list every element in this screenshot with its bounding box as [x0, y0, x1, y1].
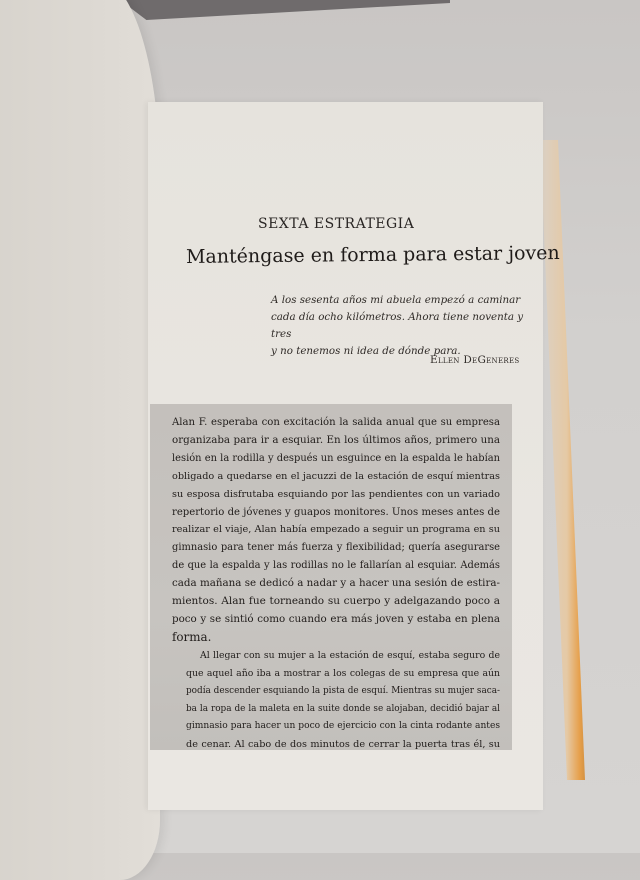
text-line: que aquel año iba a mostrar a los colegas de su empresa que aún — [186, 667, 500, 679]
epigraph-line: y no tenemos ni idea de dónde para. — [271, 345, 461, 357]
text-line: lesión en la rodilla y después un esguince en la espalda le habían — [172, 452, 500, 464]
body-text — [172, 414, 500, 754]
text-line: mientos. Alan fue torneando su cuerpo y adelgazando poco a — [172, 595, 500, 608]
text-line: de que la espalda y las rodillas no le fallarían al esquiar. Además — [172, 560, 500, 572]
epigraph-author: Ellen DeGeneres — [430, 354, 520, 366]
text-line: repertorio de jóvenes y guapos monitores. Unos meses antes de — [172, 506, 500, 518]
epigraph-line: cada día ocho kilómetros. Ahora tiene noventa y tres — [271, 311, 524, 340]
epigraph — [271, 292, 531, 360]
book-edge-orange — [540, 140, 585, 780]
text-line: forma. — [172, 629, 212, 644]
left-page-curl — [0, 0, 160, 880]
text-line: cada mañana se dedicó a nadar y a hacer una sesión de estira- — [172, 577, 500, 590]
text-line: Al llegar con su mujer a la estación de esquí, estaba seguro de — [200, 649, 500, 661]
chapter-label: SEXTA ESTRATEGIA — [258, 216, 415, 232]
background-dark-surface — [120, 0, 450, 20]
epigraph-line: A los sesenta años mi abuela empezó a caminar — [271, 294, 521, 306]
text-line: realizar el viaje, Alan había empezado a seguir un programa en su — [172, 524, 500, 536]
text-line: ba la ropa de la maleta en la suite donde se alojaban, decidió bajar al — [186, 703, 500, 714]
text-line: gimnasio para tener más fuerza y flexibilidad; quería asegurarse — [172, 542, 500, 554]
paragraph — [172, 414, 500, 647]
text-line: su esposa disfrutaba esquiando por las pendientes con un variado — [172, 488, 500, 500]
paragraph — [172, 647, 500, 754]
text-line: organizaba para ir a esquiar. En los últimos años, primero una — [172, 433, 500, 446]
text-line: Alan F. esperaba con excitación la salida anual que su empresa — [172, 417, 500, 428]
text-line: poco y se sintió como cuando era más joven y estaba en plena — [172, 612, 500, 625]
text-line: gimnasio para hacer un poco de ejercicio con la cinta rodante antes — [186, 721, 500, 732]
text-line: podía descender esquiando la pista de esquí. Mientras su mujer saca- — [186, 685, 500, 696]
text-line: de cenar. Al cabo de dos minutos de cerrar la puerta tras él, su — [186, 739, 500, 751]
chapter-title: Manténgase en forma para estar joven — [185, 242, 560, 268]
text-line: obligado a quedarse en el jacuzzi de la estación de esquí mientras — [172, 470, 500, 482]
